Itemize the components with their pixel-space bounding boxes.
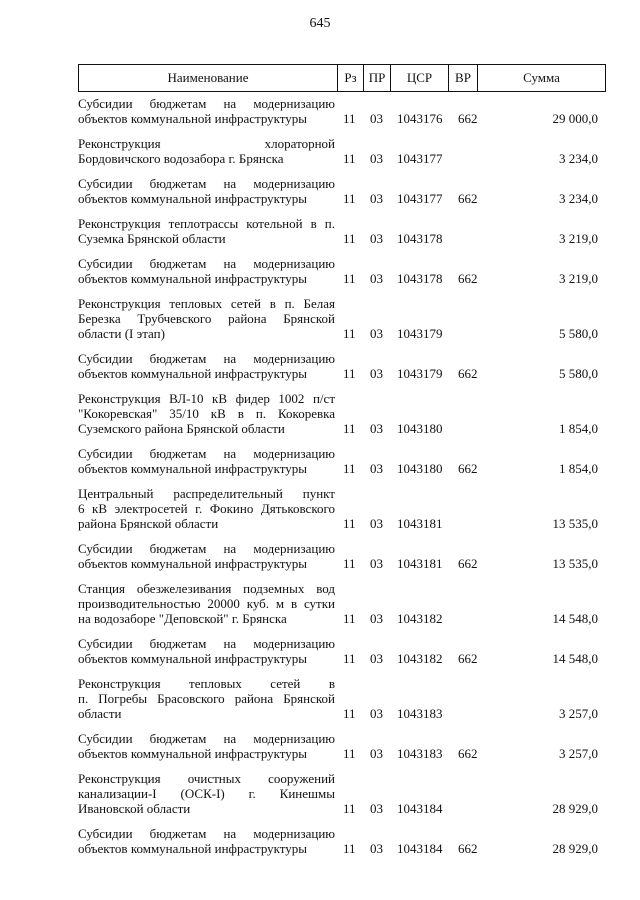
row-sum: 5 580,0	[559, 326, 598, 341]
row-name-line: Субсидии бюджетам на модернизацию	[78, 541, 335, 556]
row-name-line: Станция обезжелезивания подземных вод	[78, 581, 335, 596]
column-header-sum: Сумма	[477, 65, 606, 91]
row-name	[78, 446, 335, 476]
row-sum: 1 854,0	[559, 421, 598, 436]
row-name-line: Субсидии бюджетам на модернизацию	[78, 826, 335, 841]
table-row	[0, 676, 640, 721]
page-number: 645	[309, 16, 331, 31]
row-name-line: Суземского района Брянской области	[78, 421, 285, 436]
row-name	[78, 541, 335, 571]
row-pr: 03	[370, 841, 383, 856]
table-row	[0, 136, 640, 166]
row-pr: 03	[370, 366, 383, 381]
row-name-line: производительностью 20000 куб. м в сутки	[78, 596, 335, 611]
row-sum: 29 000,0	[552, 111, 598, 126]
row-name-line: "Кокоревская" 35/10 кВ в п. Кокоревка	[78, 406, 335, 421]
column-header-vr: ВР	[448, 65, 477, 91]
row-name-line: Бордовичского водозабора г. Брянска	[78, 151, 284, 166]
row-rz: 11	[343, 611, 356, 626]
table-row	[0, 96, 640, 126]
row-pr: 03	[370, 611, 383, 626]
row-name-line: области (I этап)	[78, 326, 165, 341]
row-sum: 3 219,0	[559, 231, 598, 246]
row-name-line: Субсидии бюджетам на модернизацию	[78, 351, 335, 366]
row-name	[78, 771, 335, 816]
row-csr: 1043183	[397, 746, 443, 761]
table-row	[0, 486, 640, 531]
table-row	[0, 176, 640, 206]
row-rz: 11	[343, 841, 356, 856]
row-pr: 03	[370, 326, 383, 341]
row-name-line: объектов коммунальной инфраструктуры	[78, 556, 308, 571]
column-header-csr: ЦСР	[390, 65, 448, 91]
row-csr: 1043179	[397, 366, 443, 381]
column-header-rz: Рз	[337, 65, 363, 91]
row-name-line: Субсидии бюджетам на модернизацию	[78, 176, 335, 191]
row-name	[78, 136, 335, 166]
row-name	[78, 216, 335, 246]
row-csr: 1043178	[397, 231, 443, 246]
row-csr: 1043176	[397, 111, 443, 126]
table-row	[0, 391, 640, 436]
row-csr: 1043182	[397, 651, 443, 666]
row-name-line: объектов коммунальной инфраструктуры	[78, 111, 308, 126]
row-csr: 1043180	[397, 461, 443, 476]
row-name-line: объектов коммунальной инфраструктуры	[78, 191, 308, 206]
row-name-line: Реконструкция тепловых сетей в	[78, 676, 335, 691]
row-rz: 11	[343, 421, 356, 436]
row-vr: 662	[458, 271, 478, 286]
row-rz: 11	[343, 801, 356, 816]
row-vr: 662	[458, 746, 478, 761]
row-csr: 1043181	[397, 556, 443, 571]
row-sum: 3 257,0	[559, 746, 598, 761]
row-pr: 03	[370, 706, 383, 721]
row-sum: 3 257,0	[559, 706, 598, 721]
row-pr: 03	[370, 151, 383, 166]
row-name-line: канализации-I (ОСК-I) г. Кинешмы	[78, 786, 335, 801]
row-name	[78, 636, 335, 666]
table-row	[0, 731, 640, 761]
table-row	[0, 541, 640, 571]
row-vr: 662	[458, 111, 478, 126]
row-name-line: п. Погребы Брасовского района Брянской	[78, 691, 335, 706]
row-rz: 11	[343, 271, 356, 286]
row-name-line: области	[78, 706, 122, 721]
row-rz: 11	[343, 111, 356, 126]
row-rz: 11	[343, 516, 356, 531]
row-sum: 28 929,0	[552, 841, 598, 856]
row-name-line: на водозаборе "Деповской" г. Брянска	[78, 611, 287, 626]
table-row	[0, 446, 640, 476]
table-row	[0, 296, 640, 341]
row-pr: 03	[370, 801, 383, 816]
row-name-line: Ивановской области	[78, 801, 191, 816]
row-rz: 11	[343, 706, 356, 721]
row-vr: 662	[458, 651, 478, 666]
row-rz: 11	[343, 651, 356, 666]
row-name-line: Реконструкция очистных сооружений	[78, 771, 335, 786]
row-name-line: Реконструкция тепловых сетей в п. Белая	[78, 296, 335, 311]
row-sum: 13 535,0	[552, 516, 598, 531]
row-csr: 1043181	[397, 516, 443, 531]
row-rz: 11	[343, 191, 356, 206]
row-pr: 03	[370, 556, 383, 571]
row-csr: 1043182	[397, 611, 443, 626]
row-csr: 1043178	[397, 271, 443, 286]
table-row	[0, 771, 640, 816]
row-rz: 11	[343, 231, 356, 246]
row-sum: 3 219,0	[559, 271, 598, 286]
row-name-line: Субсидии бюджетам на модернизацию	[78, 636, 335, 651]
row-name	[78, 96, 335, 126]
row-name-line: объектов коммунальной инфраструктуры	[78, 366, 308, 381]
row-name	[78, 391, 335, 436]
row-name	[78, 176, 335, 206]
row-pr: 03	[370, 746, 383, 761]
column-header-pr: ПР	[363, 65, 390, 91]
row-name	[78, 296, 335, 341]
row-name-line: Субсидии бюджетам на модернизацию	[78, 731, 335, 746]
row-vr: 662	[458, 191, 478, 206]
row-name-line: Реконструкция хлораторной	[78, 136, 335, 151]
row-csr: 1043180	[397, 421, 443, 436]
row-csr: 1043183	[397, 706, 443, 721]
row-csr: 1043177	[397, 151, 443, 166]
row-csr: 1043184	[397, 841, 443, 856]
row-name-line: Центральный распределительный пункт	[78, 486, 335, 501]
row-name-line: объектов коммунальной инфраструктуры	[78, 271, 308, 286]
table-row	[0, 216, 640, 246]
row-name-line: Березка Трубчевского района Брянской	[78, 311, 335, 326]
row-sum: 5 580,0	[559, 366, 598, 381]
row-sum: 3 234,0	[559, 151, 598, 166]
table-row	[0, 826, 640, 856]
row-vr: 662	[458, 556, 478, 571]
row-sum: 14 548,0	[552, 651, 598, 666]
row-sum: 14 548,0	[552, 611, 598, 626]
row-rz: 11	[343, 746, 356, 761]
row-name	[78, 676, 335, 721]
row-name	[78, 581, 335, 626]
row-name	[78, 486, 335, 531]
row-vr: 662	[458, 461, 478, 476]
row-name-line: объектов коммунальной инфраструктуры	[78, 841, 308, 856]
row-vr: 662	[458, 366, 478, 381]
row-name-line: объектов коммунальной инфраструктуры	[78, 651, 308, 666]
row-pr: 03	[370, 516, 383, 531]
row-name-line: Субсидии бюджетам на модернизацию	[78, 96, 335, 111]
table-body	[0, 96, 640, 866]
row-name-line: 6 кВ электросетей г. Фокино Дятьковского	[78, 501, 335, 516]
row-name-line: Суземка Брянской области	[78, 231, 226, 246]
row-name	[78, 826, 335, 856]
row-name	[78, 256, 335, 286]
row-csr: 1043179	[397, 326, 443, 341]
row-name-line: объектов коммунальной инфраструктуры	[78, 461, 308, 476]
row-rz: 11	[343, 461, 356, 476]
row-name	[78, 731, 335, 761]
row-pr: 03	[370, 191, 383, 206]
row-name-line: Субсидии бюджетам на модернизацию	[78, 446, 335, 461]
table-row	[0, 581, 640, 626]
row-pr: 03	[370, 651, 383, 666]
row-pr: 03	[370, 271, 383, 286]
row-pr: 03	[370, 111, 383, 126]
row-pr: 03	[370, 461, 383, 476]
row-csr: 1043177	[397, 191, 443, 206]
row-name-line: объектов коммунальной инфраструктуры	[78, 746, 308, 761]
row-sum: 28 929,0	[552, 801, 598, 816]
row-rz: 11	[343, 556, 356, 571]
row-sum: 3 234,0	[559, 191, 598, 206]
table-row	[0, 256, 640, 286]
row-name-line: Реконструкция теплотрассы котельной в п.	[78, 216, 335, 231]
row-name-line: района Брянской области	[78, 516, 219, 531]
row-rz: 11	[343, 366, 356, 381]
table-row	[0, 351, 640, 381]
table-row	[0, 636, 640, 666]
row-name	[78, 351, 335, 381]
row-name-line: Субсидии бюджетам на модернизацию	[78, 256, 335, 271]
row-pr: 03	[370, 231, 383, 246]
table-header	[78, 64, 606, 92]
row-sum: 13 535,0	[552, 556, 598, 571]
row-sum: 1 854,0	[559, 461, 598, 476]
row-csr: 1043184	[397, 801, 443, 816]
row-pr: 03	[370, 421, 383, 436]
column-header-name: Наименование	[78, 65, 337, 91]
row-rz: 11	[343, 151, 356, 166]
row-rz: 11	[343, 326, 356, 341]
row-vr: 662	[458, 841, 478, 856]
row-name-line: Реконструкция ВЛ-10 кВ фидер 1002 п/ст	[78, 391, 335, 406]
